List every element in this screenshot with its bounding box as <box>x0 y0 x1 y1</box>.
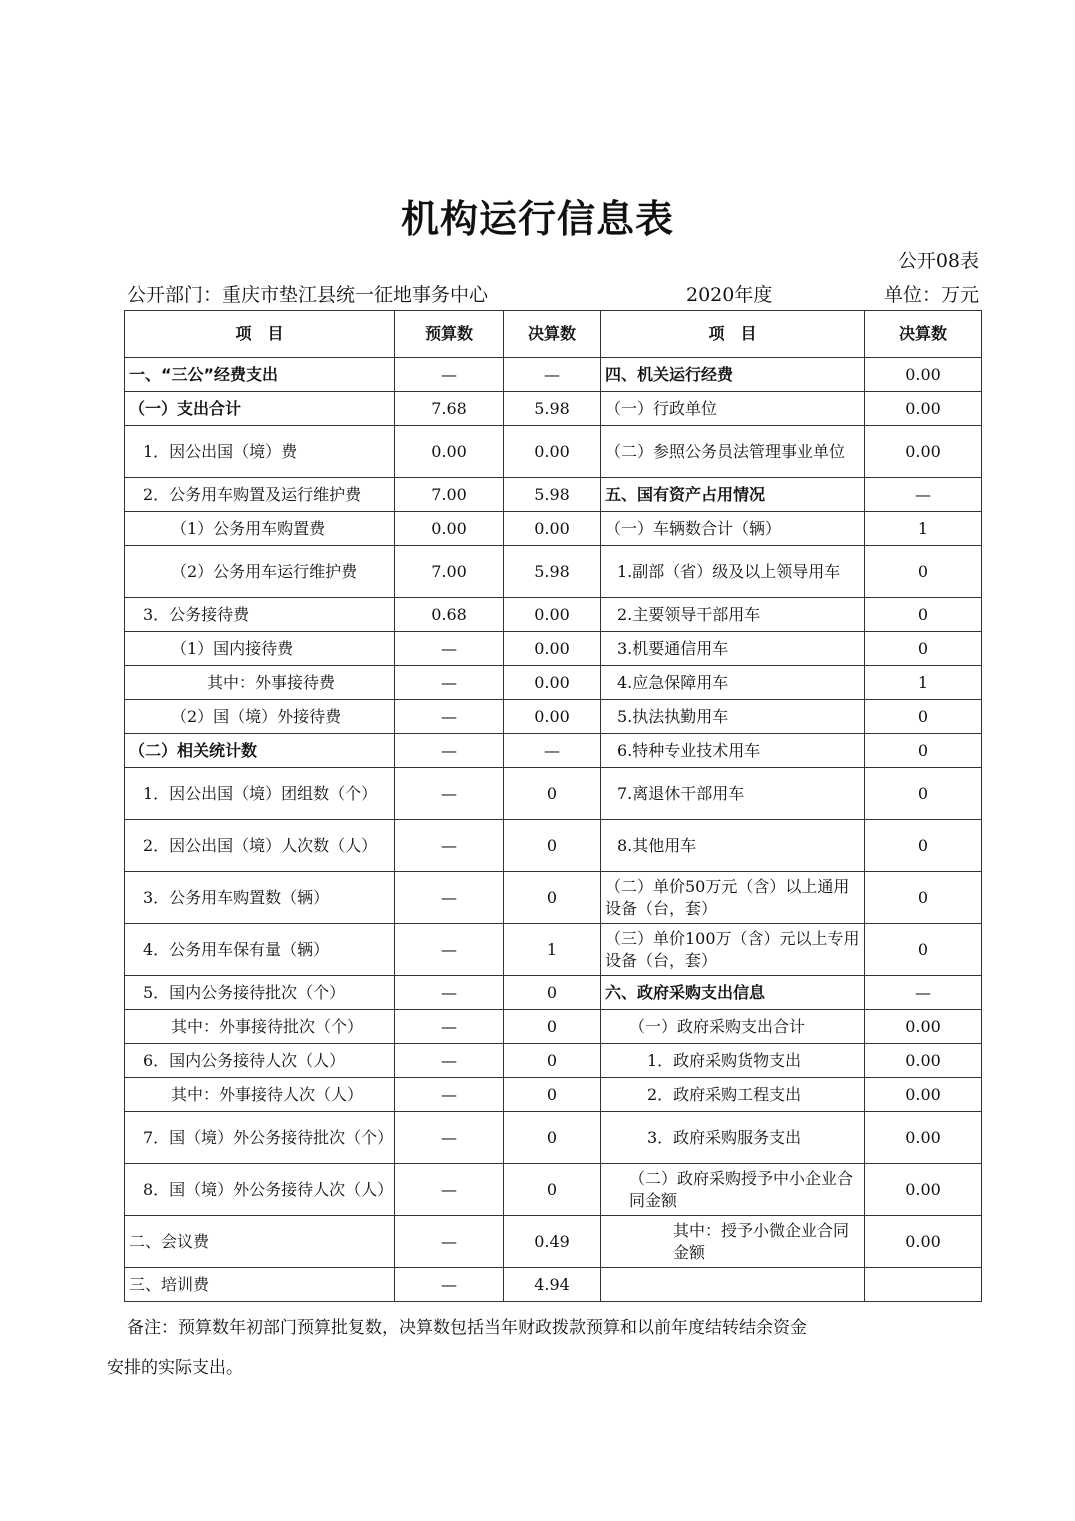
row-label: 2．公务用车购置及运行维护费 <box>125 478 395 512</box>
row-label: 1．因公出国（境）团组数（个） <box>125 768 395 820</box>
row-label: 1．因公出国（境）费 <box>125 426 395 478</box>
final-value: 0.00 <box>504 512 601 546</box>
right-row-label: （二）单价50万元（含）以上通用设备（台，套） <box>601 872 865 924</box>
year-label: 2020年度 <box>686 284 773 306</box>
header-final-right: 决算数 <box>865 311 982 358</box>
right-final-value: 0 <box>865 598 982 632</box>
final-value: — <box>504 734 601 768</box>
table-row <box>125 734 982 768</box>
table-row <box>125 1044 982 1078</box>
unit-label: 单位：万元 <box>883 284 979 306</box>
table-row <box>125 924 982 976</box>
budget-value: — <box>395 976 504 1010</box>
right-final-value: 0 <box>865 734 982 768</box>
row-label: 8．国（境）外公务接待人次（人） <box>125 1164 395 1216</box>
department-label: 公开部门：重庆市垫江县统一征地事务中心 <box>127 284 489 306</box>
row-label: 3．公务接待费 <box>125 598 395 632</box>
header-item: 项 目 <box>125 311 395 358</box>
table-row <box>125 1010 982 1044</box>
table-number: 公开08表 <box>897 250 979 272</box>
budget-value: 0.00 <box>395 426 504 478</box>
budget-value: — <box>395 1112 504 1164</box>
final-value: 0 <box>504 820 601 872</box>
right-row-label: （二）政府采购授予中小企业合同金额 <box>601 1164 865 1216</box>
budget-value: — <box>395 924 504 976</box>
table-row <box>125 426 982 478</box>
right-final-value: — <box>865 976 982 1010</box>
final-value: 1 <box>504 924 601 976</box>
right-final-value: 0 <box>865 820 982 872</box>
table-row <box>125 1216 982 1268</box>
right-final-value: 0.00 <box>865 1078 982 1112</box>
final-value: 5.98 <box>504 392 601 426</box>
table-row <box>125 820 982 872</box>
right-row-label: 1．政府采购货物支出 <box>601 1044 865 1078</box>
table-row <box>125 358 982 392</box>
footnote-line-1: 备注：预算数年初部门预算批复数，决算数包括当年财政拨款预算和以前年度结转结余资金 <box>127 1318 807 1338</box>
final-value: 0 <box>504 1164 601 1216</box>
final-value: 5.98 <box>504 478 601 512</box>
footnote <box>107 1308 977 1388</box>
right-final-value: 0 <box>865 546 982 598</box>
budget-value: — <box>395 1010 504 1044</box>
right-row-label: 8.其他用车 <box>601 820 865 872</box>
right-final-value <box>865 1268 982 1302</box>
budget-value: — <box>395 820 504 872</box>
table-row <box>125 392 982 426</box>
table-row <box>125 478 982 512</box>
right-final-value: 0.00 <box>865 1044 982 1078</box>
footnote-line-2: 安排的实际支出。 <box>107 1358 243 1378</box>
table-row <box>125 632 982 666</box>
header-final: 决算数 <box>504 311 601 358</box>
row-label: 4．公务用车保有量（辆） <box>125 924 395 976</box>
right-row-label: 4.应急保障用车 <box>601 666 865 700</box>
budget-value: — <box>395 1078 504 1112</box>
final-value: 0.49 <box>504 1216 601 1268</box>
budget-value: — <box>395 768 504 820</box>
table-row <box>125 1078 982 1112</box>
budget-value: — <box>395 358 504 392</box>
right-final-value: 0 <box>865 872 982 924</box>
row-label: 7．国（境）外公务接待批次（个） <box>125 1112 395 1164</box>
right-row-label: （三）单价100万（含）元以上专用设备（台，套） <box>601 924 865 976</box>
table-row <box>125 1268 982 1302</box>
right-final-value: 0.00 <box>865 1164 982 1216</box>
table-row <box>125 872 982 924</box>
budget-value: — <box>395 734 504 768</box>
final-value: 4.94 <box>504 1268 601 1302</box>
row-label: 3．公务用车购置数（辆） <box>125 872 395 924</box>
final-value: 0 <box>504 768 601 820</box>
page-title: 机构运行信息表 <box>400 197 674 241</box>
budget-value: 7.00 <box>395 546 504 598</box>
table-row <box>125 976 982 1010</box>
final-value: 5.98 <box>504 546 601 598</box>
table-row <box>125 1164 982 1216</box>
table-row <box>125 512 982 546</box>
row-label: 5．国内公务接待批次（个） <box>125 976 395 1010</box>
final-value: 0.00 <box>504 666 601 700</box>
right-row-label: 五、国有资产占用情况 <box>601 478 865 512</box>
operations-info-table <box>124 310 982 1302</box>
right-final-value: 0 <box>865 768 982 820</box>
budget-value: 7.00 <box>395 478 504 512</box>
row-label: 三、培训费 <box>125 1268 395 1302</box>
row-label: （1）国内接待费 <box>125 632 395 666</box>
final-value: — <box>504 358 601 392</box>
right-final-value: 0.00 <box>865 1010 982 1044</box>
header-item-right: 项 目 <box>601 311 865 358</box>
table-row <box>125 1112 982 1164</box>
budget-value: — <box>395 1164 504 1216</box>
row-label: 其中：外事接待批次（个） <box>125 1010 395 1044</box>
header-budget: 预算数 <box>395 311 504 358</box>
budget-value: 0.00 <box>395 512 504 546</box>
budget-value: — <box>395 700 504 734</box>
right-final-value: 0.00 <box>865 392 982 426</box>
final-value: 0 <box>504 1010 601 1044</box>
row-label: （1）公务用车购置费 <box>125 512 395 546</box>
row-label: （2）公务用车运行维护费 <box>125 546 395 598</box>
right-row-label: 1.副部（省）级及以上领导用车 <box>601 546 865 598</box>
budget-value: — <box>395 872 504 924</box>
right-final-value: 0.00 <box>865 358 982 392</box>
right-final-value: 0 <box>865 700 982 734</box>
right-row-label: （一）行政单位 <box>601 392 865 426</box>
final-value: 0 <box>504 1078 601 1112</box>
right-row-label: 7.离退休干部用车 <box>601 768 865 820</box>
row-label: （二）相关统计数 <box>125 734 395 768</box>
right-row-label: （一）车辆数合计（辆） <box>601 512 865 546</box>
right-row-label: 2．政府采购工程支出 <box>601 1078 865 1112</box>
budget-value: — <box>395 1216 504 1268</box>
right-row-label: 其中：授予小微企业合同金额 <box>601 1216 865 1268</box>
right-final-value: 1 <box>865 512 982 546</box>
table-row <box>125 546 982 598</box>
row-label: （一）支出合计 <box>125 392 395 426</box>
final-value: 0.00 <box>504 632 601 666</box>
right-row-label: （二）参照公务员法管理事业单位 <box>601 426 865 478</box>
final-value: 0.00 <box>504 426 601 478</box>
right-row-label: 3．政府采购服务支出 <box>601 1112 865 1164</box>
row-label: 6．国内公务接待人次（人） <box>125 1044 395 1078</box>
table-row <box>125 666 982 700</box>
right-row-label: 四、机关运行经费 <box>601 358 865 392</box>
right-row-label: 3.机要通信用车 <box>601 632 865 666</box>
right-row-label: （一）政府采购支出合计 <box>601 1010 865 1044</box>
table-row <box>125 700 982 734</box>
budget-value: — <box>395 666 504 700</box>
row-label: 二、会议费 <box>125 1216 395 1268</box>
right-final-value: 1 <box>865 666 982 700</box>
row-label: 其中：外事接待费 <box>125 666 395 700</box>
final-value: 0 <box>504 976 601 1010</box>
budget-value: — <box>395 1044 504 1078</box>
right-row-label <box>601 1268 865 1302</box>
right-final-value: 0 <box>865 924 982 976</box>
final-value: 0.00 <box>504 598 601 632</box>
right-final-value: — <box>865 478 982 512</box>
right-row-label: 6.特种专业技术用车 <box>601 734 865 768</box>
budget-value: 0.68 <box>395 598 504 632</box>
row-label: 其中：外事接待人次（人） <box>125 1078 395 1112</box>
right-row-label: 5.执法执勤用车 <box>601 700 865 734</box>
right-final-value: 0 <box>865 632 982 666</box>
table-row <box>125 598 982 632</box>
row-label: 一、“三公”经费支出 <box>125 358 395 392</box>
final-value: 0 <box>504 1044 601 1078</box>
final-value: 0 <box>504 1112 601 1164</box>
budget-value: 7.68 <box>395 392 504 426</box>
right-row-label: 2.主要领导干部用车 <box>601 598 865 632</box>
row-label: （2）国（境）外接待费 <box>125 700 395 734</box>
final-value: 0.00 <box>504 700 601 734</box>
budget-value: — <box>395 1268 504 1302</box>
right-final-value: 0.00 <box>865 1112 982 1164</box>
final-value: 0 <box>504 872 601 924</box>
right-final-value: 0.00 <box>865 1216 982 1268</box>
right-final-value: 0.00 <box>865 426 982 478</box>
table-header-row <box>125 311 982 358</box>
table-row <box>125 768 982 820</box>
row-label: 2．因公出国（境）人次数（人） <box>125 820 395 872</box>
budget-value: — <box>395 632 504 666</box>
right-row-label: 六、政府采购支出信息 <box>601 976 865 1010</box>
